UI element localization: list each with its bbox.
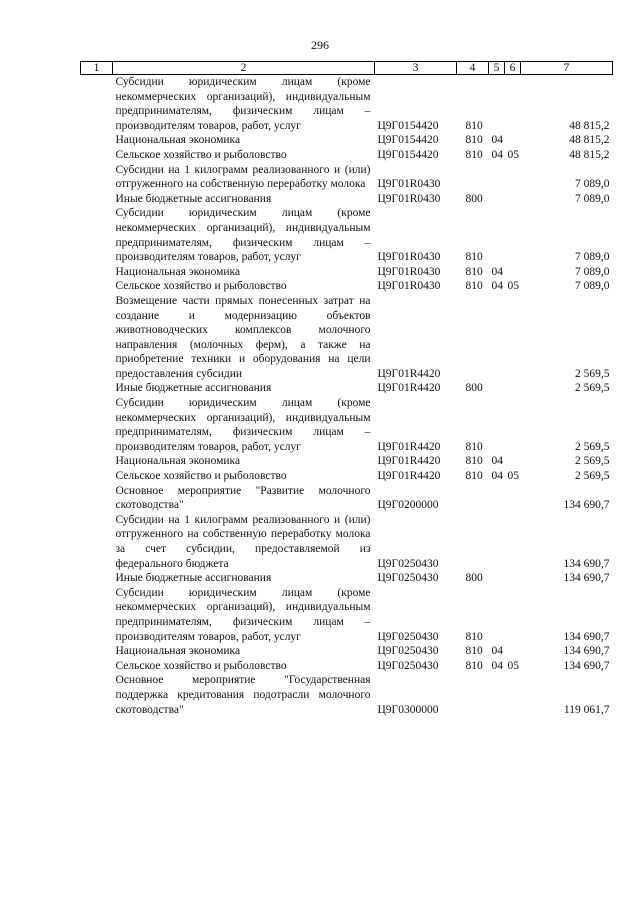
- header-cell: 3: [375, 62, 457, 75]
- row-code-cell: Ц9Г01R0430: [377, 192, 441, 205]
- row-col6-cell: 05: [507, 280, 519, 293]
- row-amount-cell: 134 690,7: [563, 630, 610, 643]
- row-col4-cell: 810: [465, 148, 483, 161]
- row-code-cell: Ц9Г01R0430: [377, 178, 441, 191]
- row-amount-cell: 7 089,0: [575, 251, 610, 264]
- row-code-cell: Ц9Г01R4420: [377, 382, 441, 395]
- row-col6-cell: [505, 586, 521, 644]
- row-number-cell: [81, 396, 113, 454]
- row-name-cell: Иные бюджетные ассигнования: [115, 572, 272, 585]
- row-amount-cell: 7 089,0: [575, 265, 610, 278]
- row-col6-cell: 05: [507, 659, 519, 672]
- row-col4-cell: 810: [465, 119, 483, 132]
- row-col5-cell: [489, 75, 505, 134]
- row-number-cell: [81, 644, 113, 659]
- row-code-cell: Ц9Г0300000: [377, 703, 439, 716]
- row-name-cell: Иные бюджетные ассигнования: [115, 192, 272, 205]
- row-number-cell: [81, 659, 113, 674]
- table-row: [81, 644, 613, 659]
- row-col5-cell: 04: [491, 455, 503, 468]
- row-col5-cell: 04: [491, 148, 503, 161]
- table-row: [81, 469, 613, 484]
- row-code-cell: Ц9Г0154420: [377, 119, 439, 132]
- row-col4-cell: 810: [465, 659, 483, 672]
- row-number-cell: [81, 192, 113, 207]
- row-col6-cell: [505, 644, 521, 659]
- row-code-cell: Ц9Г0250430: [377, 659, 439, 672]
- row-code-cell: Ц9Г0250430: [377, 645, 439, 658]
- table-row: [81, 133, 613, 148]
- table-body: [81, 75, 613, 718]
- header-cell: 2: [113, 62, 375, 75]
- row-col4-cell: 810: [465, 265, 483, 278]
- row-name-cell: Сельское хозяйство и рыболовство: [115, 148, 287, 161]
- table-row: [81, 659, 613, 674]
- row-col4-cell: 800: [465, 192, 483, 205]
- row-amount-cell: 7 089,0: [575, 192, 610, 205]
- table-row: [81, 206, 613, 264]
- row-col4-cell: 800: [465, 572, 483, 585]
- row-col6-cell: [505, 381, 521, 396]
- table-row: [81, 396, 613, 454]
- table-row: [81, 571, 613, 586]
- table-row: [81, 163, 613, 192]
- row-col4-cell: 810: [465, 280, 483, 293]
- table-row: [81, 454, 613, 469]
- row-number-cell: [81, 469, 113, 484]
- row-col6-cell: [505, 484, 521, 513]
- table-row: [81, 381, 613, 396]
- header-cell: 1: [81, 62, 113, 75]
- row-name-cell: Национальная экономика: [115, 265, 241, 278]
- row-col5-cell: [489, 381, 505, 396]
- row-col6-cell: 05: [507, 470, 519, 483]
- row-code-cell: Ц9Г0154420: [377, 134, 439, 147]
- row-code-cell: Ц9Г0250430: [377, 630, 439, 643]
- row-name-cell: Субсидии на 1 килограмм реализованного и (или) отгруженного на собственную переработку молока: [115, 163, 371, 191]
- page-number: 296: [311, 38, 329, 52]
- row-name-cell: Сельское хозяйство и рыболовство: [115, 659, 287, 672]
- row-col6-cell: [505, 396, 521, 454]
- row-col4-cell: 810: [465, 455, 483, 468]
- row-col5-cell: 04: [491, 134, 503, 147]
- row-amount-cell: 2 569,5: [575, 382, 610, 395]
- row-number-cell: [81, 75, 113, 134]
- row-name-cell: Субсидии юридическим лицам (кроме некоммерческих организаций), индивидуальным предпринимателям, физическим лицам – производителям товаров, работ, услуг: [115, 207, 371, 264]
- row-col4-cell: 810: [465, 440, 483, 453]
- row-col6-cell: [505, 75, 521, 134]
- row-number-cell: [81, 265, 113, 280]
- table-row: [81, 673, 613, 717]
- row-amount-cell: 119 061,7: [563, 703, 610, 716]
- row-code-cell: Ц9Г0200000: [377, 499, 439, 512]
- row-col5-cell: 04: [491, 659, 503, 672]
- table-row: [81, 294, 613, 382]
- row-name-cell: Субсидии юридическим лицам (кроме некоммерческих организаций), индивидуальным предпринимателям, физическим лицам – производителям товаров, работ, услуг: [115, 76, 371, 132]
- row-col5-cell: [489, 513, 505, 571]
- table-row: [81, 586, 613, 644]
- row-col5-cell: 04: [491, 280, 503, 293]
- row-amount-cell: 7 089,0: [575, 280, 610, 293]
- row-col6-cell: [505, 513, 521, 571]
- row-code-cell: Ц9Г0250430: [377, 572, 439, 585]
- row-number-cell: [81, 673, 113, 717]
- row-code-cell: Ц9Г01R0430: [377, 280, 441, 293]
- table-header-row: [81, 62, 613, 75]
- row-amount-cell: 2 569,5: [575, 455, 610, 468]
- row-amount-cell: 2 569,5: [575, 470, 610, 483]
- row-col4-cell: 810: [465, 630, 483, 643]
- row-col4-cell: 810: [465, 470, 483, 483]
- row-col5-cell: [489, 673, 505, 717]
- row-number-cell: [81, 133, 113, 148]
- row-col4-cell: [457, 513, 489, 571]
- row-col5-cell: [489, 484, 505, 513]
- row-number-cell: [81, 586, 113, 644]
- row-col5-cell: [489, 571, 505, 586]
- row-col5-cell: [489, 163, 505, 192]
- header-cell: 7: [521, 62, 613, 75]
- row-col6-cell: [505, 206, 521, 264]
- table-row: [81, 192, 613, 207]
- row-name-cell: Национальная экономика: [115, 645, 241, 658]
- row-col6-cell: [505, 133, 521, 148]
- row-col6-cell: [505, 265, 521, 280]
- row-name-cell: Основное мероприятие "Государственная поддержка кредитования подотрасли молочного скотоводства": [115, 674, 371, 716]
- row-col5-cell: [489, 206, 505, 264]
- row-name-cell: Национальная экономика: [115, 134, 241, 147]
- row-amount-cell: 2 569,5: [575, 367, 610, 380]
- row-code-cell: Ц9Г01R4420: [377, 455, 441, 468]
- row-name-cell: Субсидии на 1 килограмм реализованного и (или) отгруженного на собственную переработку молока за счет субсидии, предоставляемой из федерального бюджета: [115, 513, 371, 570]
- row-col5-cell: 04: [491, 265, 503, 278]
- row-code-cell: Ц9Г01R4420: [377, 367, 441, 380]
- row-col5-cell: 04: [491, 470, 503, 483]
- row-col6-cell: [505, 163, 521, 192]
- table-row: [81, 265, 613, 280]
- row-code-cell: Ц9Г0250430: [377, 557, 439, 570]
- row-name-cell: Субсидии юридическим лицам (кроме некоммерческих организаций), индивидуальным предпринимателям, физическим лицам – производителям товаров, работ, услуг: [115, 397, 371, 453]
- table-row: [81, 484, 613, 513]
- row-amount-cell: 134 690,7: [563, 572, 610, 585]
- table-row: [81, 513, 613, 571]
- row-number-cell: [81, 206, 113, 264]
- row-name-cell: Сельское хозяйство и рыболовство: [115, 280, 287, 293]
- row-col4-cell: 810: [465, 251, 483, 264]
- row-col5-cell: [489, 294, 505, 382]
- row-col6-cell: [505, 571, 521, 586]
- row-col4-cell: 800: [465, 382, 483, 395]
- header-cell: 5: [489, 62, 505, 75]
- row-amount-cell: 7 089,0: [575, 178, 610, 191]
- header-cell: 4: [457, 62, 489, 75]
- row-code-cell: Ц9Г01R4420: [377, 470, 441, 483]
- row-amount-cell: 134 690,7: [563, 645, 610, 658]
- row-col4-cell: 810: [465, 645, 483, 658]
- row-col5-cell: [489, 192, 505, 207]
- row-col6-cell: [505, 454, 521, 469]
- row-amount-cell: 48 815,2: [569, 148, 610, 161]
- row-amount-cell: 48 815,2: [569, 119, 610, 132]
- row-col4-cell: [457, 294, 489, 382]
- row-number-cell: [81, 571, 113, 586]
- row-number-cell: [81, 381, 113, 396]
- row-name-cell: Национальная экономика: [115, 455, 241, 468]
- row-number-cell: [81, 148, 113, 163]
- table-row: [81, 148, 613, 163]
- row-col4-cell: 810: [465, 134, 483, 147]
- row-col4-cell: [457, 163, 489, 192]
- row-code-cell: Ц9Г0154420: [377, 148, 439, 161]
- header-cell: 6: [505, 62, 521, 75]
- row-amount-cell: 48 815,2: [569, 134, 610, 147]
- row-number-cell: [81, 484, 113, 513]
- row-amount-cell: 2 569,5: [575, 440, 610, 453]
- table-row: [81, 75, 613, 134]
- row-col6-cell: [505, 192, 521, 207]
- row-amount-cell: 134 690,7: [563, 659, 610, 672]
- row-number-cell: [81, 294, 113, 382]
- row-name-cell: Основное мероприятие "Развитие молочного скотоводства": [115, 484, 371, 512]
- row-number-cell: [81, 279, 113, 294]
- row-number-cell: [81, 513, 113, 571]
- row-col6-cell: 05: [507, 148, 519, 161]
- row-name-cell: Субсидии юридическим лицам (кроме некоммерческих организаций), индивидуальным предпринимателям, физическим лицам – производителям товаров, работ, услуг: [115, 586, 371, 643]
- row-name-cell: Иные бюджетные ассигнования: [115, 382, 272, 395]
- row-code-cell: Ц9Г01R0430: [377, 251, 441, 264]
- row-col6-cell: [505, 294, 521, 382]
- row-col6-cell: [505, 673, 521, 717]
- row-number-cell: [81, 454, 113, 469]
- row-col4-cell: [457, 673, 489, 717]
- row-code-cell: Ц9Г01R0430: [377, 265, 441, 278]
- table-row: [81, 279, 613, 294]
- row-name-cell: Возмещение части прямых понесенных затрат на создание и модернизацию объектов животноводческих комплексов молочного направления (молочных ферм), а также на приобретение техники и оборудования на цели предоставления субсидии: [115, 294, 371, 380]
- row-col5-cell: 04: [491, 645, 503, 658]
- row-col5-cell: [489, 586, 505, 644]
- row-col4-cell: [457, 484, 489, 513]
- row-name-cell: Сельское хозяйство и рыболовство: [115, 470, 287, 483]
- row-amount-cell: 134 690,7: [563, 499, 610, 512]
- row-number-cell: [81, 163, 113, 192]
- row-code-cell: Ц9Г01R4420: [377, 440, 441, 453]
- row-col5-cell: [489, 396, 505, 454]
- budget-table: [80, 61, 613, 717]
- row-amount-cell: 134 690,7: [563, 557, 610, 570]
